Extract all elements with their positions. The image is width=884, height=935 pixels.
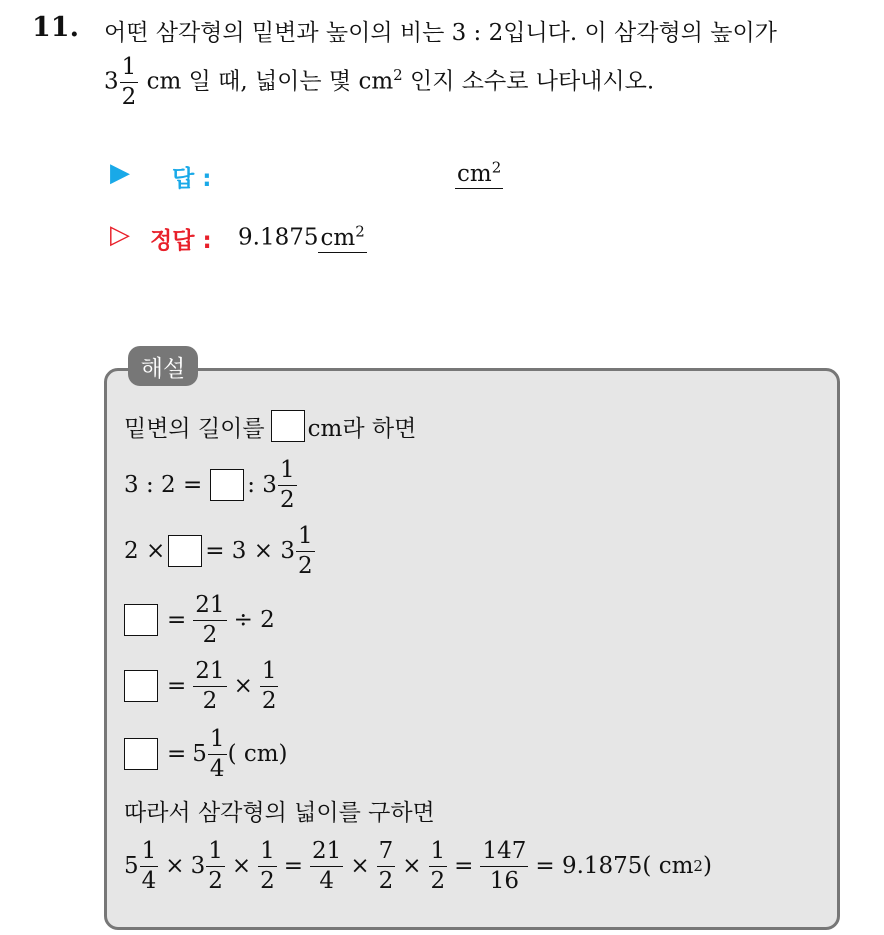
text: 따라서 삼각형의 넓이를 구하면: [124, 799, 435, 826]
times: ×: [350, 853, 370, 879]
superscript: 2: [693, 857, 703, 875]
numerator: 7: [377, 840, 396, 867]
equals: =: [167, 741, 187, 767]
denominator: 2: [279, 486, 295, 513]
numerator: 21: [193, 660, 226, 687]
numerator: 1: [208, 728, 227, 755]
text: 3 : 2 =: [124, 472, 203, 498]
blank-box: [124, 670, 158, 702]
fraction: [120, 56, 139, 109]
correct-unit-sup: 2: [355, 222, 365, 240]
denominator: 16: [489, 867, 520, 894]
blank-box: [210, 469, 244, 501]
times: ×: [233, 673, 253, 699]
denominator: 4: [209, 755, 225, 782]
answer-label: 답 :: [172, 166, 212, 192]
solution-line-6: [124, 726, 288, 782]
times: ×: [231, 853, 252, 879]
denominator: 2: [430, 867, 446, 894]
denominator: 2: [208, 867, 223, 894]
solution-line-8: [124, 836, 712, 896]
fraction: [278, 456, 297, 513]
question-line-2: [104, 56, 654, 109]
unit-text: cm: [457, 160, 492, 187]
numerator: 1: [140, 840, 159, 867]
mixed-whole: 3: [104, 68, 119, 95]
correct-answer: [238, 222, 367, 251]
solution-line-1: [124, 406, 416, 446]
numerator: 147: [480, 840, 528, 867]
fraction: [193, 591, 226, 648]
text: = 3 × 3: [205, 538, 295, 564]
mixed-whole: 3: [190, 853, 206, 879]
equals: =: [454, 853, 474, 879]
numerator: 1: [429, 840, 448, 867]
correct-value: 9.1875: [238, 224, 319, 251]
solution-line-5: [124, 658, 279, 714]
fraction: [193, 657, 226, 714]
numerator: 1: [278, 459, 297, 486]
numerator: 21: [193, 594, 226, 621]
blank-box: [168, 535, 202, 567]
answer-unit: [455, 158, 503, 187]
numerator: 1: [260, 660, 279, 687]
question-line-1: 어떤 삼각형의 밑변과 높이의 비는 3 : 2입니다. 이 삼각형의 높이가: [104, 20, 777, 46]
blank-box: [271, 410, 305, 442]
equals: =: [283, 853, 304, 879]
numerator: 1: [258, 840, 277, 867]
denominator: 4: [141, 867, 157, 894]
denominator: 2: [260, 867, 275, 894]
denominator: 2: [202, 621, 218, 648]
question-number: 11.: [32, 12, 79, 43]
fraction: [377, 837, 396, 894]
fraction: [429, 837, 448, 894]
denominator: 2: [297, 552, 313, 579]
fraction: [310, 837, 343, 894]
fraction: [480, 837, 528, 894]
superscript: 2: [393, 65, 403, 84]
denominator: 2: [202, 687, 218, 714]
correct-label: 정답 :: [150, 228, 212, 254]
solution-line-2: [124, 457, 298, 513]
solution-tab: 해설: [128, 346, 198, 386]
equals: =: [167, 607, 187, 633]
denominator: 2: [121, 84, 137, 110]
denominator: 4: [319, 867, 334, 894]
denominator: 2: [261, 687, 277, 714]
mixed-whole: 5: [124, 853, 139, 879]
close-paren: ): [702, 853, 712, 879]
numerator: 1: [120, 56, 139, 83]
fraction: [208, 725, 227, 782]
unit-superscript: 2: [491, 158, 502, 176]
fraction: [258, 837, 277, 894]
answer-arrow-icon: ▶: [110, 158, 130, 188]
result-text: = 9.1875( cm: [535, 853, 694, 879]
text: ÷ 2: [233, 607, 275, 633]
numerator: 1: [206, 840, 225, 867]
text: : 3: [247, 472, 277, 498]
equals: =: [167, 673, 187, 699]
denominator: 2: [378, 867, 394, 894]
correct-arrow-icon: ▷: [110, 220, 130, 250]
text: 2 ×: [124, 538, 166, 564]
unit-text: ( cm): [227, 741, 288, 767]
fraction: [206, 837, 225, 894]
fraction: [260, 657, 279, 714]
fraction: [140, 837, 159, 894]
text: 밑변의 길이를: [124, 415, 265, 442]
numerator: 21: [310, 840, 343, 867]
mixed-whole: 5: [192, 741, 207, 767]
text: cm라 하면: [307, 415, 417, 442]
question-text-end: 인지 소수로 나타내시오.: [402, 68, 655, 95]
blank-box: [124, 604, 158, 636]
solution-line-7: [124, 792, 435, 828]
times: ×: [165, 853, 185, 879]
solution-line-3: [124, 523, 316, 579]
numerator: 1: [296, 525, 315, 552]
question-text: cm 일 때, 넓이는 몇 cm: [146, 68, 394, 95]
fraction: [296, 522, 315, 579]
solution-line-4: [124, 592, 275, 648]
correct-unit: cm: [320, 224, 356, 251]
blank-box: [124, 738, 158, 770]
times: ×: [402, 853, 422, 879]
